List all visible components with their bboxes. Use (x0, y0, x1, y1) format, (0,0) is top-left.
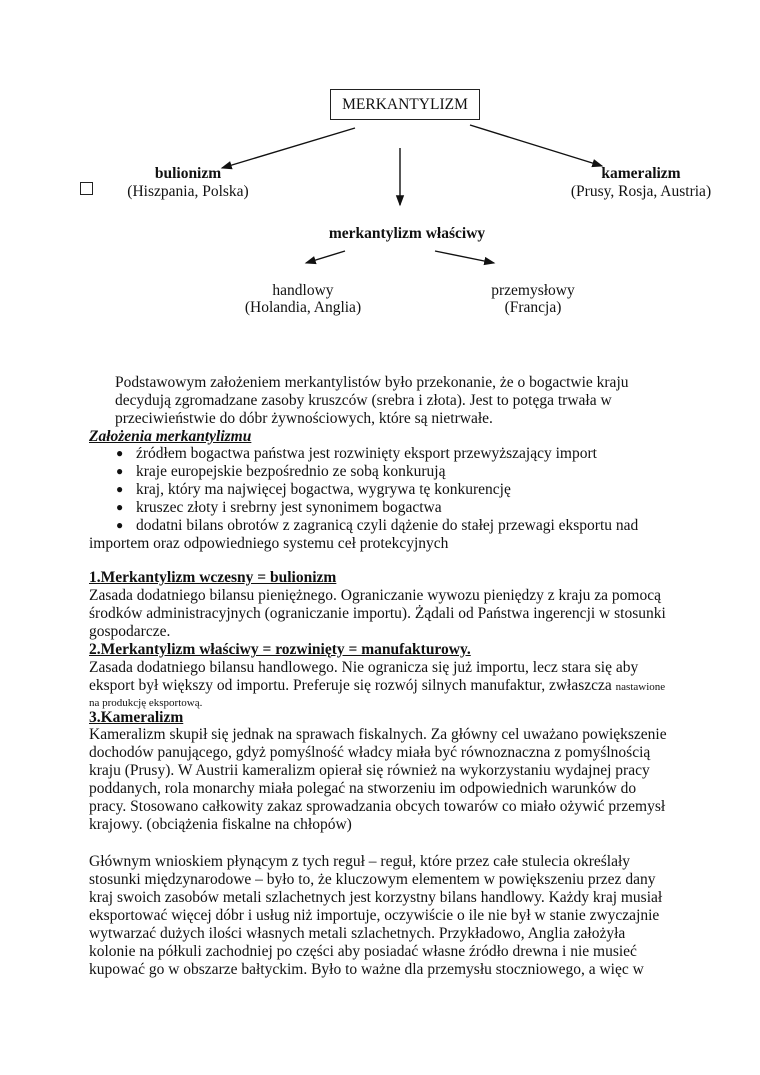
diagram-right-sub: (Prusy, Rosja, Austria) (570, 183, 712, 200)
conclusion-line: eksportować więcej dóbr i usług niż importuje, oczywiście o ile nie był w stanie zwyczajnie (89, 907, 660, 924)
intro-line: decydują zgromadzane zasoby kruszców (srebra i złota). Jest to potęga trwała w (115, 392, 612, 409)
arrow-to-przemyslowy (435, 251, 494, 263)
section-line: kraju (Prusy). W Austrii kameralizm opierał się również na wykorzystaniu wydajnej pracy (89, 762, 650, 779)
arrow-to-handlowy (306, 251, 345, 263)
bullet-icon: ● (116, 464, 124, 478)
section-line: poddanych, rola monarchy miała polegać na stworzeniu im odpowiednich warunków do (89, 780, 637, 797)
section-line-small: nastawione (615, 681, 666, 693)
bullet-icon: ● (116, 482, 124, 496)
diagram-mid-left-sub: (Holandia, Anglia) (244, 299, 362, 316)
section-line: dochodów panującego, gdyż pomyślność władcy miała być równoznaczna z pomyślnością (89, 744, 651, 761)
section-small-line: na produkcję eksportową. (89, 697, 203, 709)
bullet-item: dodatni bilans obrotów z zagranicą czyli dążenie do stałej przewagi eksportu nad (136, 517, 639, 534)
diagram-right-title: kameralizm (601, 165, 681, 182)
bullet-item: źródłem bogactwa państwa jest rozwinięty eksport przewyższający import (136, 445, 597, 462)
bullet-item: kraje europejskie bezpośrednio ze sobą konkurują (136, 463, 446, 480)
section-line: krajowy. (obciążenia fiskalne na chłopów) (89, 816, 352, 833)
section-line: Kameralizm skupił się jednak na sprawach fiskalnych. Za główny cel uważano powiększenie (89, 726, 667, 743)
intro-line: przeciwieństwie do dóbr żywnościowych, które są nietrwałe. (115, 410, 493, 427)
bullet-item: kraj, który ma najwięcej bogactwa, wygrywa tę konkurencję (136, 481, 511, 498)
arrow-to-bulionizm (222, 128, 355, 168)
section-heading: 3.Kameralizm (89, 709, 184, 726)
conclusion-line: stosunki międzynarodowe – było to, że kluczowym elementem w powiększeniu przez dany (89, 871, 656, 888)
diagram-root-label: MERKANTYLIZM (342, 96, 468, 113)
diagram-mid-right-sub: (Francja) (504, 299, 562, 316)
diagram-middle-title: merkantylizm właściwy (328, 225, 486, 242)
diagram-root-box (330, 89, 480, 120)
section-line: Zasada dodatniego bilansu handlowego. Nie ogranicza się już importu, lecz stara się aby (89, 659, 639, 676)
section-line-text: eksport był większy od importu. Preferuje się rozwój silnych manufaktur, zwłaszcza (89, 677, 612, 694)
bullet-continuation: importem oraz odpowiedniego systemu ceł protekcyjnych (89, 535, 449, 552)
section-line: gospodarcze. (89, 623, 171, 640)
arrow-to-kameralizm (470, 125, 602, 166)
section-line: Zasada dodatniego bilansu pieniężnego. Ograniczanie wywozu pieniędzy z kraju za pomocą (89, 587, 661, 604)
bullet-icon: ● (116, 500, 124, 514)
conclusion-line: Głównym wnioskiem płynącym z tych reguł – reguł, które przez całe stulecia określały (89, 853, 631, 870)
intro-line: Podstawowym założeniem merkantylistów było przekonanie, że o bogactwie kraju (115, 374, 629, 391)
checkbox[interactable] (80, 182, 93, 195)
diagram-left-sub: (Hiszpania, Polska) (127, 183, 249, 200)
section-heading: 2.Merkantylizm właściwy = rozwinięty = manufakturowy. (89, 641, 471, 658)
diagram-mid-right-title: przemysłowy (491, 282, 575, 299)
conclusion-line: kupować go w obszarze bałtyckim. Było to ważne dla przemysłu stoczniowego, a więc w (89, 961, 644, 978)
section-heading: 1.Merkantylizm wczesny = bulionizm (89, 569, 337, 586)
bullet-icon: ● (116, 518, 124, 532)
conclusion-line: kolonie na półkuli zachodniej po części aby posiadać własne źródło drewna i nie musieć (89, 943, 637, 960)
bullet-item: kruszec złoty i srebrny jest synonimem bogactwa (136, 499, 442, 516)
conclusion-line: wytwarzać dużych ilości własnych metali szlachetnych. Przykładowo, Anglia założyła (89, 925, 626, 942)
conclusion-line: kraj swoich zasobów metali szlachetnych jest korzystny bilans handlowy. Każdy kraj musiał (89, 889, 663, 906)
bullet-icon: ● (116, 446, 124, 460)
diagram-mid-left-title: handlowy (272, 282, 334, 299)
section-line: pracy. Stosowano całkowity zakaz sprowadzania obcych towarów co miało ożywić przemysł (89, 798, 666, 815)
assumptions-heading: Założenia merkantylizmu (89, 428, 252, 445)
section-line: środków administracyjnych (ograniczanie importu). Żądali od Państwa ingerencji w stosunki (89, 605, 666, 622)
diagram-left-title: bulionizm (154, 165, 222, 182)
